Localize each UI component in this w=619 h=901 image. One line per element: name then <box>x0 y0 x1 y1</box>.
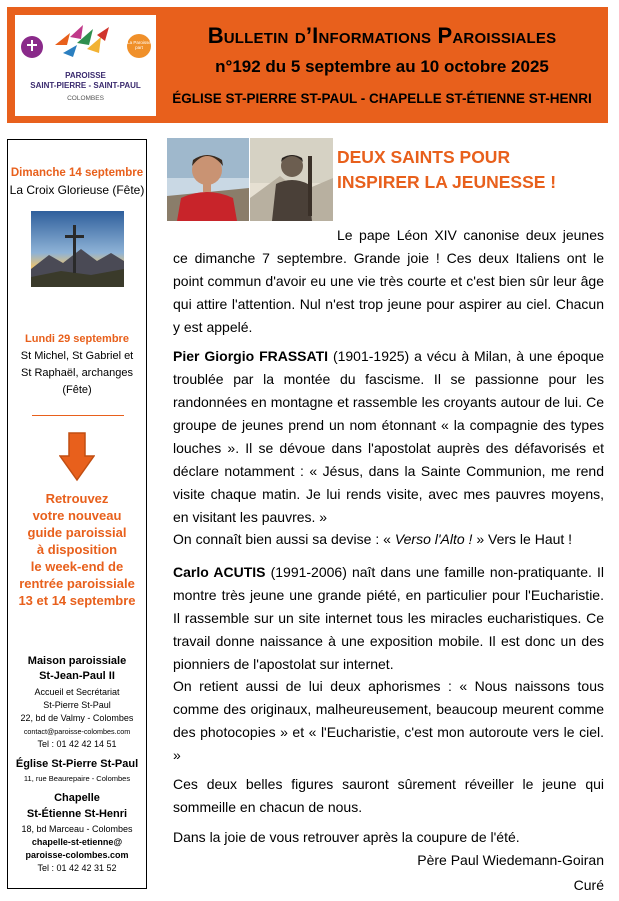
promo-line: votre nouveau <box>32 508 122 523</box>
event2-date: Lundi 29 septembre <box>25 333 129 345</box>
chapelle-phone: Tel : 01 42 42 31 52 <box>37 863 117 873</box>
maison-email: contact@paroisse-colombes.com <box>23 727 131 736</box>
promo-line: rentrée paroissiale <box>19 576 135 591</box>
portrait-acutis-image <box>167 138 249 221</box>
maison-details <box>8 686 146 751</box>
maison-title-line: St-Jean-Paul II <box>39 670 115 682</box>
issue-line: n°192 du 5 septembre au 10 octobre 2025 <box>215 57 549 76</box>
frassati-paragraph <box>173 345 604 529</box>
eglise-title: Église St-Pierre St-Paul <box>15 758 139 770</box>
sidebar-divider <box>32 415 124 416</box>
promo-line: le week-end de <box>30 559 124 574</box>
intro-paragraph: Le pape Léon XIV canonise deux jeunes ce dimanche 7 septembre. Grande joie ! Ces deux Italiens ont le point commun d'avoir eu une vie très courte et c'est bien sûr leur âge qui attire l'attention. Nul n'est trop jeune pour aspirer au ciel. Chacun y est appelé. <box>173 227 604 335</box>
acutis-name: Carlo ACUTIS <box>173 564 266 580</box>
sidebar <box>7 139 147 889</box>
header-banner <box>7 7 608 123</box>
promo-line: guide paroissial <box>27 525 127 540</box>
logo-badge-text: La Paroisse part <box>127 40 151 50</box>
frassati-text: (1901-1925) a vécu à Milan, à une époque troublée par la montée du fascisme. Il se passionne pour les randonnées en montagne et rassemble les croyants autour de lui. Ce groupe de jeunes prend un nom étonnant « la compagnie des types louches ». Il se dévoue dans l'apostolat auprès des défavorisés et déclare notamment : « Jésus, dans la Sainte Communion, me rend visite chaque matin. Je lui rends visite, avec mes pauvres moyens, en visitant les pauvres. » <box>173 348 604 525</box>
closing-line: Dans la joie de vous retrouver après la coupure de l'été. <box>173 829 520 845</box>
devise-line <box>173 528 604 551</box>
aphorisms-paragraph: On retient aussi de lui deux aphorismes : « Nous naissons tous comme des originaux, malheureusement, beaucoup meurent comme des photocopies » et « l'Eucharistie, c'est mon autoroute vers le ciel. » <box>173 678 604 763</box>
promo-line: à disposition <box>36 542 118 557</box>
promo-line: Retrouvez <box>45 491 109 506</box>
maison-detail-line: St-Pierre St-Paul <box>43 700 111 710</box>
maison-title-line: Maison paroissiale <box>27 655 127 667</box>
article-title-line: INSPIRER LA JEUNESSE ! <box>337 172 557 192</box>
event2-line1: St Michel, St Gabriel et <box>20 350 134 362</box>
chapelle-title-line: St-Étienne St-Henri <box>26 808 128 820</box>
logo-line-paroisse: PAROISSE <box>65 71 106 80</box>
devise-italian: Verso l'Alto ! <box>394 531 473 547</box>
chapelle-title <box>8 790 146 822</box>
event2-line3: (Fête) <box>62 384 92 396</box>
maison-phone: Tel : 01 42 42 14 51 <box>37 739 117 749</box>
chapelle-email: paroisse-colombes.com <box>25 850 129 860</box>
devise-suffix: » Vers le Haut ! <box>472 531 573 547</box>
maison-detail-line: Accueil et Secrétariat <box>34 687 120 697</box>
chapelle-details <box>8 823 146 875</box>
frassati-name: Pier Giorgio FRASSATI <box>173 348 329 364</box>
signature-role: Curé <box>573 877 604 893</box>
eglise-address: 11, rue Beaurepaire - Colombes <box>23 774 131 783</box>
article-title <box>337 145 556 195</box>
article-title-line: DEUX SAINTS POUR <box>337 147 511 167</box>
bulletin-title: Bulletin d’Informations Paroissiales <box>207 23 557 48</box>
acutis-text: (1991-2006) naît dans une famille non-pratiquante. Il montre très jeune une grande piété, en particulier pour l'Eucharistie. Il rassemble sur un site internet tous les miracles eucharistiques. Ce travail donne naissance à une exposition mobile. Il est donc un des pionniers de l'apostolat sur internet. <box>173 564 604 672</box>
mountain-cross-image <box>31 211 124 287</box>
chapelle-detail-line: 18, bd Marceau - Colombes <box>21 824 133 834</box>
acutis-paragraph <box>173 561 604 676</box>
parish-logo <box>15 15 156 116</box>
event1-name: La Croix Glorieuse (Fête) <box>9 183 145 197</box>
maison-title <box>8 654 146 684</box>
devise-prefix: On connaît bien aussi sa devise : « <box>173 531 395 547</box>
churches-line: ÉGLISE ST-PIERRE ST-PAUL - CHAPELLE ST-ÉTIENNE ST-HENRI <box>172 91 592 106</box>
logo-line-name: SAINT-PIERRE - SAINT-PAUL <box>30 81 141 90</box>
logo-line-city: COLOMBES <box>67 95 104 102</box>
conclusion-paragraph: Ces deux belles figures sauront sûrement réveiller le jeune qui sommeille en chacun de nous. <box>173 776 604 815</box>
promo-line: 13 et 14 septembre <box>18 593 136 608</box>
signature: Père Paul Wiedemann-Goiran <box>417 852 604 868</box>
portrait-frassati-image <box>250 138 333 221</box>
arrow-down-icon <box>59 432 95 482</box>
event1-date: Dimanche 14 septembre <box>10 167 144 179</box>
guide-promo <box>8 490 146 609</box>
chapelle-title-line: Chapelle <box>54 792 100 804</box>
maison-detail-line: 22, bd de Valmy - Colombes <box>20 713 134 723</box>
event2-line2: St Raphaël, archanges <box>21 367 133 379</box>
chapelle-email: chapelle-st-etienne@ <box>31 837 123 847</box>
